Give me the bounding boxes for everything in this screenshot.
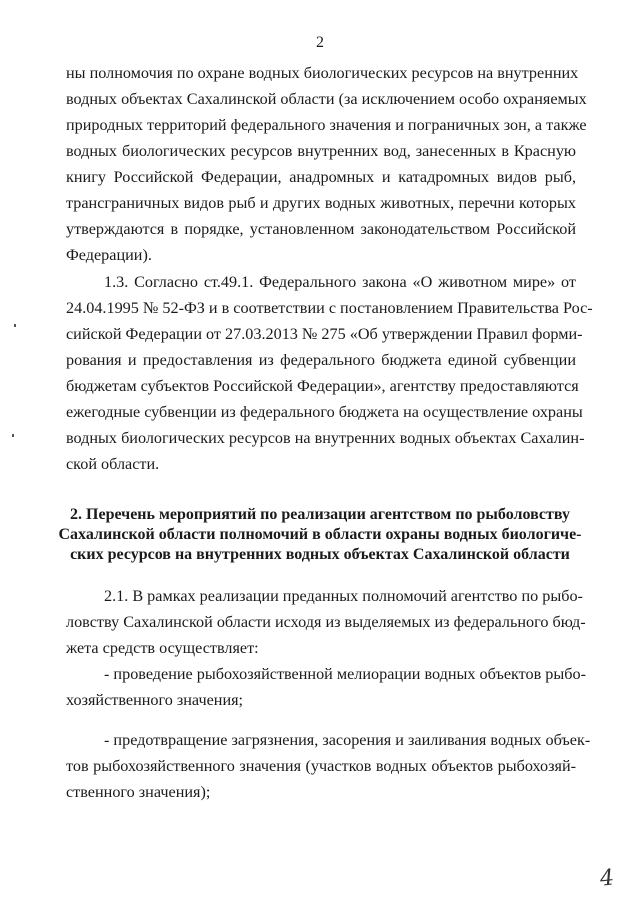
- paragraph-line: утверждаются в порядке, установленном законодательством Российской: [66, 220, 576, 238]
- paragraph-line: водных биологических ресурсов внутренних вод, занесенных в Красную: [66, 142, 576, 160]
- paragraph-line: природных территорий федерального значения и пограничных зон, а также: [66, 116, 587, 134]
- paragraph-line: водных биологических ресурсов на внутренних водных объектах Сахалин-: [66, 429, 585, 447]
- section-heading-line: ских ресурсов на внутренних водных объектах Сахалинской области: [70, 546, 570, 563]
- paragraph-line: жета средств осуществляет:: [66, 639, 259, 657]
- section-heading-line: Сахалинской области полномочий в области охраны водных биологиче-: [58, 526, 582, 543]
- paragraph-line: трансграничных видов рыб и других водных животных, перечни которых: [66, 194, 576, 212]
- paragraph-line: Федерации).: [66, 246, 152, 264]
- paragraph-line: 2.1. В рамках реализации преданных полномочий агентство по рыбо-: [104, 587, 583, 605]
- paragraph-line: ежегодные субвенции из федерального бюджета на осуществление охраны: [66, 403, 583, 421]
- scan-speck: [12, 434, 14, 437]
- paragraph-line: 1.3. Согласно ст.49.1. Федерального закона «О животном мире» от: [104, 273, 576, 291]
- paragraph-line: бюджетам субъектов Российской Федерации», агентству предоставляются: [66, 377, 579, 395]
- list-item-line: - предотвращение загрязнения, засорения и заиливания водных объек-: [104, 731, 591, 749]
- list-item-line: хозяйственного значения;: [66, 691, 244, 709]
- list-item-line: ственного значения);: [66, 783, 211, 801]
- handwritten-page-mark: 4: [598, 865, 616, 892]
- paragraph-line: ской области.: [66, 455, 160, 473]
- paragraph-line: 24.04.1995 № 52-ФЗ и в соответствии с постановлением Правительства Рос-: [66, 299, 593, 317]
- paragraph-line: рования и предоставления из федерального бюджета единой субвенции: [66, 351, 576, 369]
- paragraph-line: сийской Федерации от 27.03.2013 № 275 «Об утверждении Правил форми-: [66, 325, 583, 343]
- section-heading-line: 2. Перечень мероприятий по реализации агентством по рыболовству: [70, 506, 570, 523]
- paragraph-line: водных объектах Сахалинской области (за исключением особо охраняемых: [66, 90, 587, 108]
- scan-speck: [14, 324, 16, 327]
- paragraph-line: ны полномочия по охране водных биологических ресурсов на внутренних: [66, 64, 579, 82]
- paragraph-line: книгу Российской Федерации, анадромных и катадромных видов рыб,: [66, 168, 576, 186]
- list-item-line: тов рыбохозяйственного значения (участков водных объектов рыбохозяй-: [66, 757, 576, 775]
- page-number: 2: [316, 34, 324, 51]
- list-item-line: - проведение рыбохозяйственной мелиорации водных объектов рыбо-: [104, 665, 586, 683]
- paragraph-line: ловству Сахалинской области исходя из выделяемых из федерального бюд-: [66, 613, 586, 631]
